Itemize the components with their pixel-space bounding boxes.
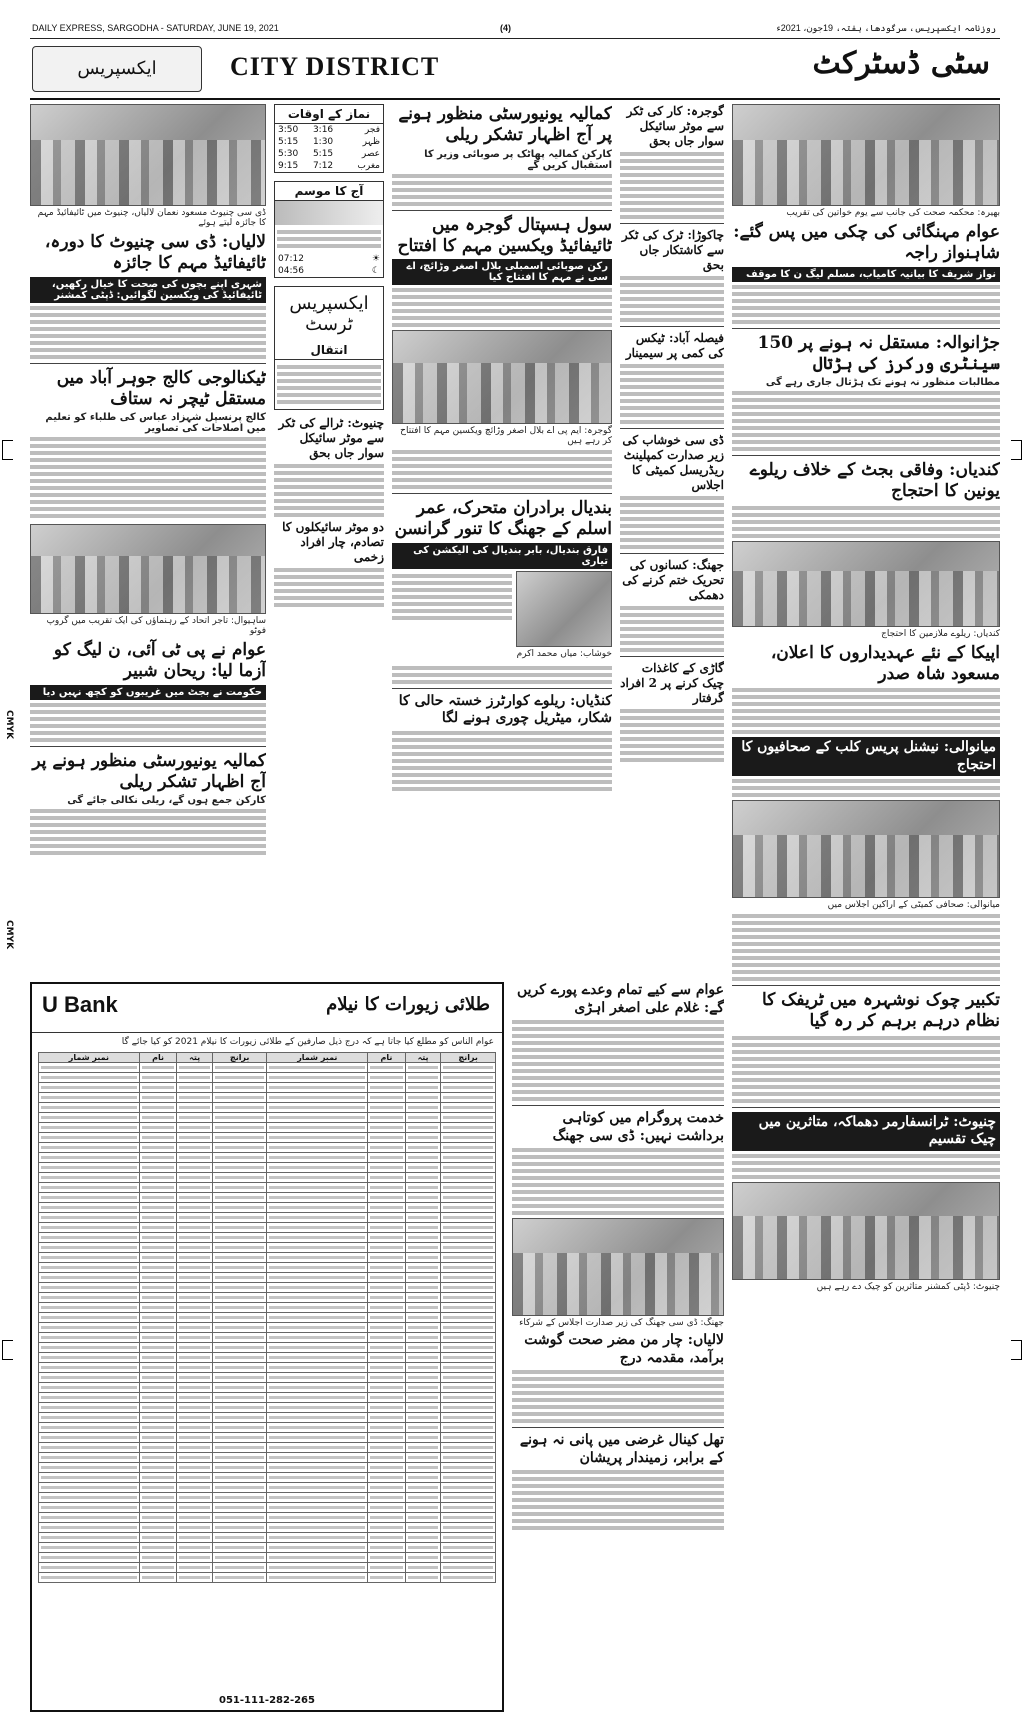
headline: عوام مہنگائی کی چکی میں پس گئے: شاہنواز راجہ (733, 222, 1000, 264)
column-4 (620, 104, 724, 974)
headline: عوام سے کیے تمام وعدے پورے کریں گے: غلام علی اصغر اہڑی (516, 982, 724, 1016)
table-row (39, 1393, 496, 1403)
headline: گوجرہ: کار کی ٹکر سے موٹر سائیکل سوار جاں بحق (626, 104, 724, 148)
photo-caption: چنیوٹ: ڈپٹی کمشنر متاثرین کو چیک دے رہے ہیں (816, 1281, 1000, 1292)
headline: ڈی سی خوشاب کی زیر صدارت کمپلینٹ ریڈریسل کمیٹی کا اجلاس (622, 433, 724, 492)
sunrise-time: 07:12 (278, 254, 304, 264)
article-body (392, 666, 612, 684)
article-body (732, 1154, 1000, 1179)
table-row (39, 1363, 496, 1373)
article-body (274, 568, 384, 607)
photo-caption: ساہیوال: تاجر اتحاد کے رہنماؤں کی ایک تقریب میں گروپ فوٹو (46, 616, 266, 636)
table-row (39, 1553, 496, 1563)
subheadline: کارکن کمالیہ پھاٹک پر صوبائی وزیر کا استقبال کریں گے (424, 148, 612, 171)
obituary-box (274, 286, 384, 410)
news-photo (732, 104, 1000, 206)
sunset-time: 04:56 (278, 266, 304, 276)
table-row (39, 1503, 496, 1513)
article-body (732, 391, 1000, 451)
headline: چاکوڑا: ٹرک کی ٹکر سے کاشتکار جاں بحق (621, 228, 724, 272)
article-body (732, 688, 1000, 734)
table-row (39, 1423, 496, 1433)
table-row (39, 1083, 496, 1093)
headline: فیصلہ آباد: ٹیکس کی کمی پر سیمینار (625, 331, 724, 360)
article-body (30, 437, 266, 518)
weather-box (274, 181, 384, 278)
headline: کمالیہ یونیورسٹی منظور ہونے پر آج اظہار تشکر ریلی (32, 750, 266, 792)
table-row (39, 1133, 496, 1143)
table-row (39, 1513, 496, 1523)
ad-contact-number: 051-111-282-265 (219, 1695, 315, 1706)
article-body (620, 152, 724, 219)
subheadline: کارکن جمع ہوں گے، ریلی نکالی جائے گی (67, 795, 266, 806)
news-photo (512, 1218, 724, 1316)
table-row (39, 1253, 496, 1263)
headline: لالیاں: چار من مضر صحت گوشت برآمد، مقدمہ درج (524, 1332, 724, 1366)
table-row (39, 1183, 496, 1193)
newspaper-page (30, 20, 1000, 1710)
article-body (512, 1148, 724, 1215)
article-body (620, 496, 724, 549)
article-body (512, 1370, 724, 1423)
photo-caption: میانوالی: صحافی کمیٹی کے اراکین اجلاس میں (827, 900, 1000, 910)
headline: ٹیکنالوجی کالج جوہر آباد میں مستقل ٹیچر نہ ستاف (56, 367, 266, 409)
headline: کنڈیاں: ریلوے کوارٹرز خستہ حالی کا شکار، میٹریل چوری ہونے لگا (398, 692, 612, 726)
crop-mark (1011, 440, 1022, 460)
article-body (620, 276, 724, 322)
article-body (732, 779, 1000, 797)
table-row (39, 1103, 496, 1113)
article-body (732, 285, 1000, 324)
photo-caption: بھیرہ: محکمہ صحت کی جانب سے یوم خواتین کی تقریب (786, 208, 1000, 218)
headline: سول ہسپتال گوجرہ میں ٹائیفائیڈ ویکسین مہم کا افتتاح (397, 214, 612, 256)
table-row (39, 1383, 496, 1393)
masthead (30, 42, 1000, 100)
article-body (392, 450, 612, 489)
bank-logo: U Bank (42, 992, 118, 1017)
table-row (39, 1443, 496, 1453)
table-row (39, 1163, 496, 1173)
table-row (39, 1113, 496, 1123)
bank-auction-ad (30, 982, 504, 1712)
lower-center-block (512, 982, 724, 1708)
article-body (512, 1020, 724, 1101)
headline: عوام نے پی ٹی آئی، ن لیگ کو آزما لیا: ریحان شبیر (53, 640, 266, 682)
prayer-times-table: 3:50 3:16 فجر 5:15 1:30 ظہر 5:30 5:15 عصر 9:15 7:12 مغرب (278, 125, 380, 171)
table-row (39, 1323, 496, 1333)
table-row (39, 1413, 496, 1423)
table-row (39, 1273, 496, 1283)
article-body (392, 174, 612, 206)
portrait-photo (516, 571, 612, 647)
article-body (512, 1470, 724, 1530)
subheadline: کالج پرنسپل شہزاد عباس کی طلباء کو تعلیم میں اصلاحات کی تصاویر (45, 412, 266, 434)
table-row (39, 1093, 496, 1103)
table-row (39, 1143, 496, 1153)
photo-caption: جھنگ: ڈی سی جھنگ کی زیر صدارت اجلاس کے شرکاء (519, 1318, 724, 1328)
table-row (39, 1493, 496, 1503)
headline: تھل کینال غرضی میں پانی نہ ہونے کے برابر، زمیندار پریشان (519, 1432, 724, 1466)
headline: اپیکا کے نئے عہدیداروں کا اعلان، مسعود شاہ صدر (770, 642, 1000, 684)
headline: دو موٹر سائیکلوں کا تصادم، چار افراد زخمی (282, 520, 384, 564)
ad-intro: عوام الناس کو مطلع کیا جاتا ہے کہ درج ذیل صارفین کے طلائی زیورات کا نیلام 2021 کو کیا جائے گا (121, 1037, 494, 1047)
table-row (39, 1063, 496, 1073)
table-row (39, 1563, 496, 1573)
headline: جڑانوالہ: مستقل نہ ہونے پر 150 سینٹری ورکرز کی ہڑتال (757, 332, 1000, 374)
table-row (39, 1213, 496, 1223)
table-row (39, 1193, 496, 1203)
express-logo: ایکسپریس (32, 46, 202, 92)
table-row (39, 1303, 496, 1313)
table-row (39, 1203, 496, 1213)
article-body (392, 288, 612, 327)
headline: لالیاں: ڈی سی چنیوٹ کا دورہ، ٹائیفائیڈ مہم کا جائزہ (44, 232, 266, 274)
subheadline: مطالبات منظور نہ ہونے تک ہڑتال جاری رہے گی (765, 377, 1000, 388)
table-row (39, 1523, 496, 1533)
news-photo (392, 330, 612, 424)
ad-header (32, 984, 502, 1033)
section-title-ur: سٹی ڈسٹرکٹ (812, 46, 990, 81)
table-row (39, 1243, 496, 1253)
cloud-icon (275, 201, 383, 225)
crop-mark (2, 1340, 13, 1360)
obituary-title: انتقال (275, 341, 383, 360)
table-row (39, 1263, 496, 1273)
page-number: (4) (500, 23, 511, 33)
subheadline: حکومت نے بجٹ میں غریبوں کو کچھ نہیں دیا (30, 685, 266, 700)
photo-caption: خوشاب: میاں محمد اکرم (516, 648, 612, 659)
article-body (30, 306, 266, 359)
column-2 (274, 104, 384, 974)
headline: خدمت پروگرام میں کوتاہی برداشت نہیں: ڈی سی جھنگ (552, 1110, 724, 1144)
headline: بندیال برادران متحرک، عمر اسلم کے جھنگ کا تنور گرانسن (394, 498, 612, 540)
table-row (39, 1153, 496, 1163)
table-row (39, 1223, 496, 1233)
column-3 (392, 104, 612, 974)
news-photo (732, 541, 1000, 627)
page-header-line (30, 20, 1000, 39)
sun-times-table: 07:12 ☀ 04:56 ☾ (275, 253, 383, 277)
headline: میانوالی: نیشنل پریس کلب کے صحافیوں کا احتجاج (732, 737, 1000, 776)
subheadline: فارق بندیال، بابر بندیال کی الیکشن کی تیاری (392, 543, 612, 569)
crop-mark (2, 440, 13, 460)
subheadline: رکن صوبائی اسمبلی بلال اصغر وڑائچ، اے سی نے مہم کا افتتاح کیا (392, 259, 612, 285)
article-body (732, 914, 1000, 981)
table-row (39, 1373, 496, 1383)
photo-caption: گوجرہ: ایم پی اے بلال اصغر وڑائچ ویکسین مہم کا افتتاح کر رہے ہیں (400, 426, 612, 446)
table-row (39, 1533, 496, 1543)
article-body (620, 606, 724, 652)
headline: چنیوٹ: ٹرالے کی ٹکر سے موٹر سائیکل سوار جاں بحق (278, 416, 384, 460)
news-photo (732, 1182, 1000, 1280)
headline: کندیاں: وفاقی بجٹ کے خلاف ریلوے یونین کا احتجاج (749, 460, 1000, 502)
news-photo (30, 104, 266, 206)
prayer-times-title: نماز کے اوقات (275, 105, 383, 124)
table-row (39, 1403, 496, 1413)
subheadline: شہری اپنے بچوں کی صحت کا خیال رکھیں، ٹائیفائیڈ کی ویکسین لگوائیں: ڈپٹی کمشنر (30, 277, 266, 303)
article-body (392, 731, 612, 791)
article-body (274, 464, 384, 517)
headline: کمالیہ یونیورسٹی منظور ہونے پر آج اظہار تشکر ریلی (398, 104, 612, 146)
column-5 (732, 104, 1000, 1704)
table-row (39, 1463, 496, 1473)
table-row (39, 1453, 496, 1463)
table-row (39, 1233, 496, 1243)
table-row (39, 1433, 496, 1443)
section-title-en: CITY DISTRICT (230, 52, 440, 81)
table-row (39, 1073, 496, 1083)
header-date-ur: روزنامہ ایکسپریس، سرگودھا، ہفتہ، 19جون، 2021ء (776, 23, 996, 33)
headline: گاڑی کے کاغذات چیک کرنے پر 2 افراد گرفتار (620, 661, 724, 705)
cmyk-mark: CMYK (4, 920, 14, 950)
column-1 (30, 104, 266, 974)
table-row (39, 1123, 496, 1133)
auction-table: نمبر شمار نام پتہ برانچ نمبر شمار نام پتہ برانچ (38, 1052, 496, 1583)
headline: چنیوٹ: ٹرانسفارمر دھماکہ، متاثرین میں چیک تقسیم (732, 1112, 1000, 1151)
photo-caption: ڈی سی چنیوٹ مسعود نعمان لالیاں، چنیوٹ میں ٹائیفائیڈ مہم کا جائزہ لیتے ہوئے (37, 208, 266, 228)
table-row (39, 1543, 496, 1553)
news-photo (732, 800, 1000, 898)
article-body (30, 703, 266, 742)
article-body (392, 571, 512, 663)
table-row (39, 1333, 496, 1343)
express-trust-logo: ایکسپریس ٹرسٹ (289, 293, 369, 335)
article-body (732, 506, 1000, 538)
crop-mark (1011, 1340, 1022, 1360)
ad-title: طلائی زیورات کا نیلام (326, 994, 490, 1015)
header-date-en: DAILY EXPRESS, SARGODHA - SATURDAY, JUNE 19, 2021 (32, 23, 279, 33)
photo-caption: کندیاں: ریلوے ملازمین کا احتجاج (881, 628, 1000, 639)
table-row (39, 1293, 496, 1303)
article-body (30, 809, 266, 855)
subheadline: نواز شریف کا بیانیہ کامیاب، مسلم لیگ ن کا موقف (732, 267, 1000, 282)
weather-title: آج کا موسم (275, 182, 383, 201)
headline: تکبیر چوک نوشہرہ میں ٹریفک کا نظام درہم برہم کر رہ گیا (761, 990, 1000, 1032)
table-row (39, 1313, 496, 1323)
article-body (620, 709, 724, 762)
cmyk-mark: CMYK (4, 710, 14, 740)
table-row (39, 1473, 496, 1483)
table-row (39, 1283, 496, 1293)
table-row (39, 1483, 496, 1493)
prayer-times-box (274, 104, 384, 173)
headline: جھنگ: کسانوں کی تحریک ختم کرنے کی دھمکی (622, 558, 724, 602)
news-photo (30, 524, 266, 614)
table-row (39, 1343, 496, 1353)
table-row (39, 1173, 496, 1183)
table-row (39, 1353, 496, 1363)
table-row (39, 1573, 496, 1583)
article-body (732, 1036, 1000, 1103)
article-body (620, 364, 724, 424)
